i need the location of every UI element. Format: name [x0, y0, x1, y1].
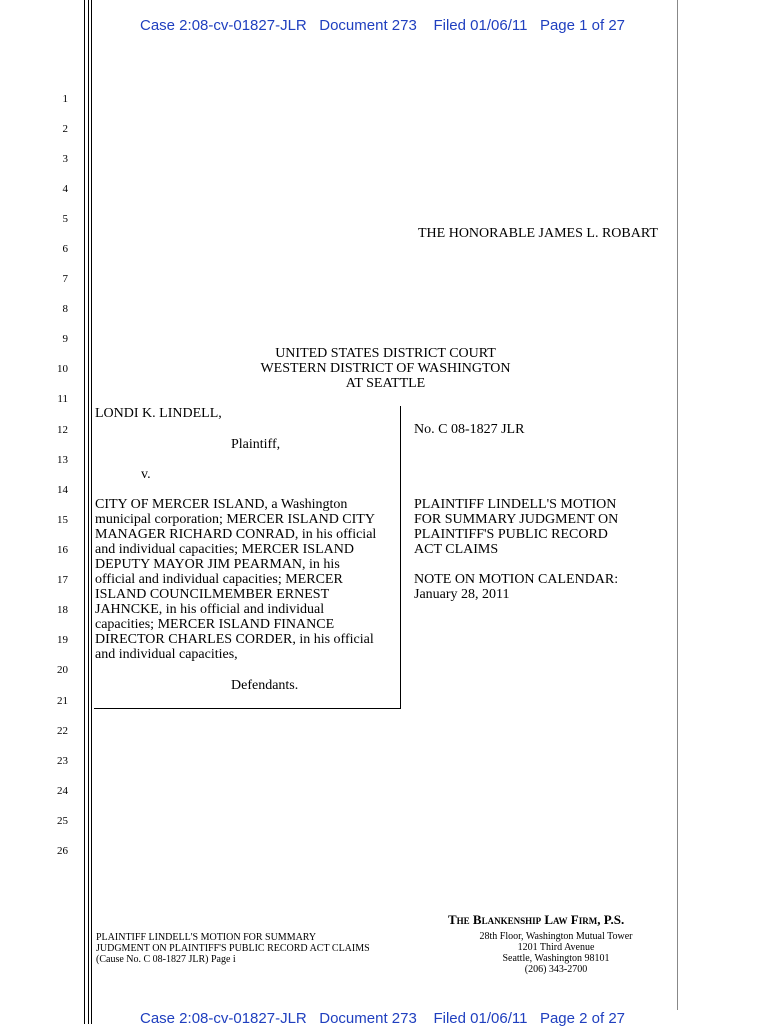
law-firm-name: The Blankenship Law Firm, P.S. [448, 912, 625, 927]
defendants-line: capacities; MERCER ISLAND FINANCE [95, 617, 335, 632]
court-district: WESTERN DISTRICT OF WASHINGTON [260, 361, 511, 376]
line-number: 1 [62, 93, 68, 105]
line-number: 17 [57, 574, 68, 586]
line-number: 6 [62, 243, 68, 255]
line-number: 26 [57, 845, 68, 857]
motion-title-line: PLAINTIFF LINDELL'S MOTION [414, 497, 617, 512]
defendants-line: official and individual capacities; MERCER [95, 572, 343, 587]
address-line: 28th Floor, Washington Mutual Tower [479, 931, 633, 942]
line-number: 2 [62, 123, 68, 135]
defendants-role: Defendants. [231, 678, 299, 693]
line-number: 24 [57, 785, 68, 797]
case-number: No. C 08-1827 JLR [414, 422, 525, 437]
footer-document-title [96, 932, 370, 965]
line-number: 20 [57, 664, 68, 676]
line-number: 23 [57, 755, 68, 767]
line-number: 25 [57, 815, 68, 827]
line-number: 12 [57, 424, 68, 436]
plaintiff-role: Plaintiff, [231, 437, 281, 452]
footer-line: PLAINTIFF LINDELL'S MOTION FOR SUMMARY [96, 932, 317, 943]
note-line: NOTE ON MOTION CALENDAR: [414, 572, 619, 587]
defendants-line: DIRECTOR CHARLES CORDER, in his official [95, 632, 374, 647]
line-number: 5 [62, 213, 68, 225]
line-number: 18 [57, 604, 68, 616]
filing-stamp-header: Case 2:08-cv-01827-JLR Document 273 Filed 01/06/11 Page 1 of 27 [140, 17, 626, 34]
address-line: 1201 Third Avenue [517, 942, 595, 953]
motion-title-line: PLAINTIFF'S PUBLIC RECORD [414, 527, 608, 542]
line-number: 14 [57, 484, 68, 496]
law-firm-address [466, 931, 646, 975]
note-on-motion-calendar [414, 572, 618, 602]
filing-stamp-next-page: Case 2:08-cv-01827-JLR Document 273 Filed 01/06/11 Page 2 of 27 [140, 1010, 626, 1027]
court-name: UNITED STATES DISTRICT COURT [275, 346, 496, 361]
line-number: 10 [57, 363, 68, 375]
defendants-line: JAHNCKE, in his official and individual [95, 602, 325, 617]
defendants-line: CITY OF MERCER ISLAND, a Washington [95, 497, 348, 512]
note-line: January 28, 2011 [414, 587, 510, 602]
right-margin-rule [677, 0, 678, 1010]
line-number: 16 [57, 544, 68, 556]
defendants-line: MANAGER RICHARD CONRAD, in his official [95, 527, 377, 542]
plaintiff-name: LONDI K. LINDELL, [95, 406, 222, 421]
line-number: 9 [62, 333, 68, 345]
court-heading [94, 346, 677, 391]
motion-title-line: ACT CLAIMS [414, 542, 499, 557]
line-number: 15 [57, 514, 68, 526]
line-number: 19 [57, 634, 68, 646]
footer-line: JUDGMENT ON PLAINTIFF'S PUBLIC RECORD ACT CLAIMS [96, 943, 370, 954]
footer-line: (Cause No. C 08-1827 JLR) Page i [96, 954, 236, 965]
left-margin-rule-2 [88, 0, 89, 1024]
defendants-line: and individual capacities, [95, 647, 238, 662]
defendants-list [95, 497, 376, 662]
court-location: AT SEATTLE [345, 376, 426, 391]
line-number: 4 [62, 183, 68, 195]
defendants-line: municipal corporation; MERCER ISLAND CITY [95, 512, 375, 527]
line-number: 13 [57, 454, 68, 466]
left-margin-rule-1 [84, 0, 85, 1024]
defendants-line: and individual capacities; MERCER ISLAND [95, 542, 354, 557]
judge-name: THE HONORABLE JAMES L. ROBART [418, 226, 658, 241]
left-margin-rule-3 [91, 0, 92, 1024]
address-line: Seattle, Washington 98101 [502, 953, 610, 964]
line-number: 8 [62, 303, 68, 315]
defendants-line: ISLAND COUNCILMEMBER ERNEST [95, 587, 330, 602]
address-line: (206) 343-2700 [524, 964, 588, 975]
line-number: 3 [62, 153, 68, 165]
line-number: 21 [57, 695, 68, 707]
motion-title-line: FOR SUMMARY JUDGMENT ON [414, 512, 619, 527]
line-number: 11 [57, 393, 68, 405]
defendants-line: DEPUTY MAYOR JIM PEARMAN, in his [95, 557, 340, 572]
line-number: 22 [57, 725, 68, 737]
motion-title [414, 497, 618, 557]
versus: v. [141, 467, 151, 482]
line-number: 7 [62, 273, 68, 285]
